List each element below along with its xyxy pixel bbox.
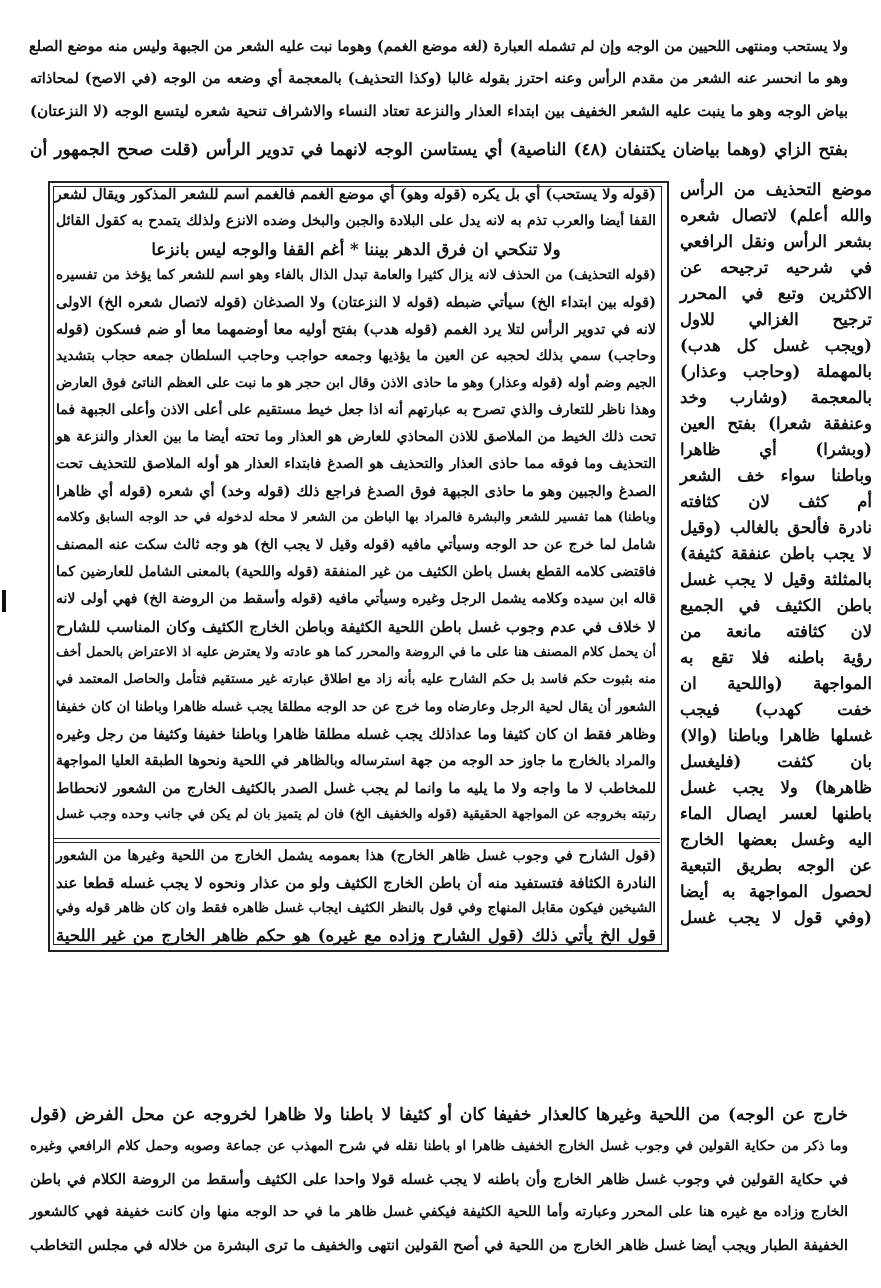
side-line: عن الوجه بطريق التبعية [680, 856, 872, 875]
side-line: (وفي قول لا يجب غسل [680, 908, 872, 927]
side-line: خفت كهدب) فيجب [680, 700, 872, 719]
text-line: بفتح الزاي (وهما بياضان يكتنفان (٤٨) الناصية) أي يستاسن الوجه لانهما في تدوير الرأس (قلت صحح الجمهور أن [30, 140, 848, 160]
commentary-line: فاقتضى كلامه القطع بغسل باطن الكثيف من غير المنفقة (قوله واللحية) بالمعنى الشامل للعارضين كما [56, 564, 656, 580]
commentary-line: الجيم وضم أوله (قوله وعذار) وهو ما حاذى الاذن وقال ابن حجر هو ما نبت على العظم الناتئ فوق العارض [56, 375, 656, 391]
commentary-line: (قوله بين ابتداء الخ) سيأتي ضبطه (قوله لا النزعتان) ولا الصدغان (قوله لاتصال شعره الخ) الاولى [56, 294, 656, 311]
commentary-line: للمخاطب لا ما واجه ولا ما يليه ما وانما لم يجب غسل الصدر بالكثيف الخارج من الشعور لانحطاط [56, 780, 656, 797]
side-line: في شرحيه ترجيحه عن [680, 258, 872, 277]
commentary-line: (قوله ولا يستحب) أي بل يكره (قوله وهو) أي موضع الغمم فالغمم اسم للشعر المذكور ويقال لشعر [54, 186, 656, 203]
text-line: في حكاية القولين في وجوب غسل ظاهر الخارج وأن باطنه لا يجب غسله قولا واحدا على الكثيف وأسقط من الروضة الكلام في باطن [30, 1171, 848, 1188]
side-line: وعنفقة شعرا) بفتح العين [680, 414, 872, 433]
commentary-line: (قول الشارح في وجوب غسل ظاهر الخارج) هذا بعمومه يشمل الخارج من اللحية وغيرها من الشعور [56, 848, 656, 864]
commentary-line: القفا أيضا والعرب تذم به لانه يدل على البلادة والجبن والبخل وضده الانزع ولذلك يتمدح به كقول القائل [56, 213, 656, 229]
side-line: والله أعلم) لاتصال شعره [680, 206, 872, 225]
side-line: بالمهملة (وحاجب وعذار) [680, 362, 872, 381]
commentary-line: وباطنا) هما تفسير للشعر والبشرة فالمراد بها الباطن من الشعر لا محله لدخوله في حد الوجه السابق وكلامه [56, 510, 656, 525]
side-line: بالمثلثة وقيل لا يجب غسل [680, 570, 872, 589]
side-line: بان كثفت (فليغسل [680, 752, 872, 771]
commentary-line: التحذيف وما فوقه مما حاذى العذار والتحذيف هو الصدغ فابتداء العذار هو أوله الملاصق للتحذيف تحت [56, 456, 656, 472]
text-line: الخارج وزاده مع غيره هنا على المحرر وعبارته وأما اللحية الكثيفة فيكفي غسل ظاهر ما في حد الوجه منها وان كانت خفيفة فهي كالشعور [30, 1204, 848, 1220]
side-line: ترجيح الغزالي للاول [680, 310, 872, 329]
commentary-line: تحت ذلك الخيط من الملاصق للاذن المحاذي للعارض هو العذار وما تحته أيضا ما بين العذار والنزعة هو [56, 429, 656, 445]
side-line: بشعر الرأس ونقل الرافعي [680, 232, 872, 251]
side-line: لا يجب باطن عنفقة كثيفة) [680, 544, 872, 563]
side-line: باطنها لعسر ايصال الماء [680, 804, 872, 823]
commentary-line: والمراد بالخارج ما جاوز حد الوجه من جهة استرساله وبالظاهر في اللحية ونحوها الطبقة العليا المواجهة [56, 753, 656, 769]
commentary-line: وحاجب) سمي بذلك لحجبه عن العين ما يؤذيها وجمعه حواجب وحاجب السلطان جمعه حجاب بتشديد [56, 348, 656, 364]
side-line: وباطنا سواء خف الشعر [680, 466, 872, 485]
side-line: لحصول المواجهة به أيضا [680, 882, 872, 901]
side-line: ظاهرها) ولا يجب غسل [680, 778, 872, 797]
commentary-line: قاله ابن سيده وكلامه يشمل الرجل وغيره وسيأتي مافيه (قوله وأسقط من الروضة الخ) فهي أولى لانه [56, 591, 656, 607]
commentary-line: الشعور أن يقال لحية الرجل وعارضاه وما خرج عن حد الوجه مطلقا يجب غسله ظاهرا وباطنا ان كان خفيفا [56, 699, 656, 715]
side-line: بالمعجمة (وشارب وخد [680, 388, 872, 407]
commentary-line: وهذا ناظر للتعارف والذي تصرح به عبارتهم أنه اذا جعل خيط مستقيم على أعلى الاذن وأعلى الجبهة فما [56, 402, 656, 418]
text-line: خارج عن الوجه) من اللحية وغيرها كالعذار خفيفا كان أو كثيفا لا باطنا ولا ظاهرا لخروجه عن محل الفرض (قول [30, 1105, 848, 1125]
commentary-line: قول الخ يأتي ذلك (قول الشارح وزاده مع غيره) هو حكم ظاهر الخارج من غير اللحية [56, 926, 656, 945]
text-line: وهو ما انحسر عنه الشعر من مقدم الرأس وعنه احترز بقوله غالبا (وكذا التحذيف) بالمعجمة أي وضعه من الوجه (في الاصح) لمحاذاته [30, 70, 848, 87]
text-line: وما ذكر من حكاية القولين في وجوب غسل الخارج الخفيف ظاهرا او باطنا نقله في شرح المهذب عن جماعة وصوبه وحمل كلام الرافعي وغيره [30, 1138, 848, 1154]
text-line: بياض الوجه وهو ما ينبت عليه الشعر الخفيف بين ابتداء العذار والنزعة تعتاد النساء والاشراف تنحية شعره ليتسع الوجه (لا النزعتان) [30, 102, 848, 120]
side-line: اليه وغسل بعضها الخارج [680, 830, 872, 849]
commentary-line: شامل لما خرج عن حد الوجه وسيأتي مافيه (قوله وقيل لا يجب الخ) هو وجه ثالث سكت عنه المصنف [56, 537, 656, 553]
side-line: رؤية باطنه فلا تقع به [680, 648, 872, 667]
text-line: ولا يستحب ومنتهى اللحيين من الوجه وإن لم تشمله العبارة (لغه موضع الغمم) وهوما نبت عليه الشعر من الجبهة وليس منه موضع الصلع [28, 38, 848, 55]
side-line: (ويجب غسل كل هدب) [680, 336, 872, 355]
text-line: الخفيفة الطبار ويجب أيضا غسل ظاهر الخارج من اللحية في أصح القولين انتهى والخفيف ما ترى البشرة من خلاله في مجلس التخاطب [30, 1237, 848, 1254]
side-line: موضع التحذيف من الرأس [680, 180, 872, 199]
commentary-line: لانه في تدوير الرأس لتلا يرد الغمم (قوله هدب) بفتح أوليه معا أوضمهما معا أو ضم فسكون (قوله [56, 321, 656, 338]
commentary-line: وظاهر فقط ان كان كثيفا وما عداذلك يجب غسله مطلقا ظاهرا وباطنا خفيفا وكثيفا من رجل وغيره [56, 726, 656, 743]
commentary-line: لا خلاف في عدم وجوب غسل باطن اللحية الكثيفة وباطن الخارج الكثيف وكان المناسب للشارح [56, 618, 656, 636]
commentary-line: الصدغ والجبين وهو ما حاذى الجبهة فوق الصدغ فراجع ذلك (قوله وخد) أي شعره (قوله أي ظاهرا [56, 483, 656, 500]
commentary-line: الشيخين فيكون مقابل المنهاج وفي قول بالنظر الكثيف ايجاب غسل ظاهره فقط وان كان ظاهر قوله وفي [56, 900, 656, 916]
side-line: باطن الكثيف في الجميع [680, 596, 872, 615]
side-line: لان كثافته مانعة من [680, 622, 872, 641]
commentary-line: أن يحمل كلام المصنف هنا على ما في الروضة والمحرر كما هو عادته ولا يعترض عليه اذ الاعتراض بالحمل أخف [56, 645, 656, 660]
side-line: المواجهة (واللحية ان [680, 674, 872, 693]
side-line: الاكثرين وتبع في المحرر [680, 284, 872, 303]
separator-rule [53, 838, 660, 839]
separator-rule [53, 842, 660, 843]
commentary-verse: ولا تنكحي ان فرق الدهر بيننا * أغم القفا والوجه ليس بانزعا [151, 240, 561, 259]
commentary-line: رتبته بخروجه عن المواجهة الحقيقية (قوله والخفيف الخ) فان لم يتميز بان لم يكن في جانب وحده وجب غسل [56, 807, 656, 822]
commentary-line: (قوله التحذيف) من الحذف لانه يزال كثيرا والعامة تبدل الذال بالفاء وهو اسم للشعر كما يؤخذ من تفسيره [56, 267, 656, 283]
side-line: أم كثف لان كثافته [680, 492, 872, 511]
side-line: غسلها ظاهرا وباطنا (والا) [680, 726, 872, 745]
side-line: (وبشرا) أي ظاهرا [680, 440, 872, 459]
margin-mark [2, 590, 6, 612]
commentary-line: منه بثبوت حكم فاسد بل حكم الشارح عليه بأنه زاد مع اطلاق عبارته غير مستقيم فتأمل والحاصل المعتمد في [56, 672, 657, 687]
side-line: نادرة فألحق بالغالب (وقيل [680, 518, 872, 537]
commentary-line: النادرة الكثافة فتستفيد منه أن باطن الخارج الكثيف ولو من عذار ونحوه لا يجب غسله قطعا عند [56, 874, 656, 892]
